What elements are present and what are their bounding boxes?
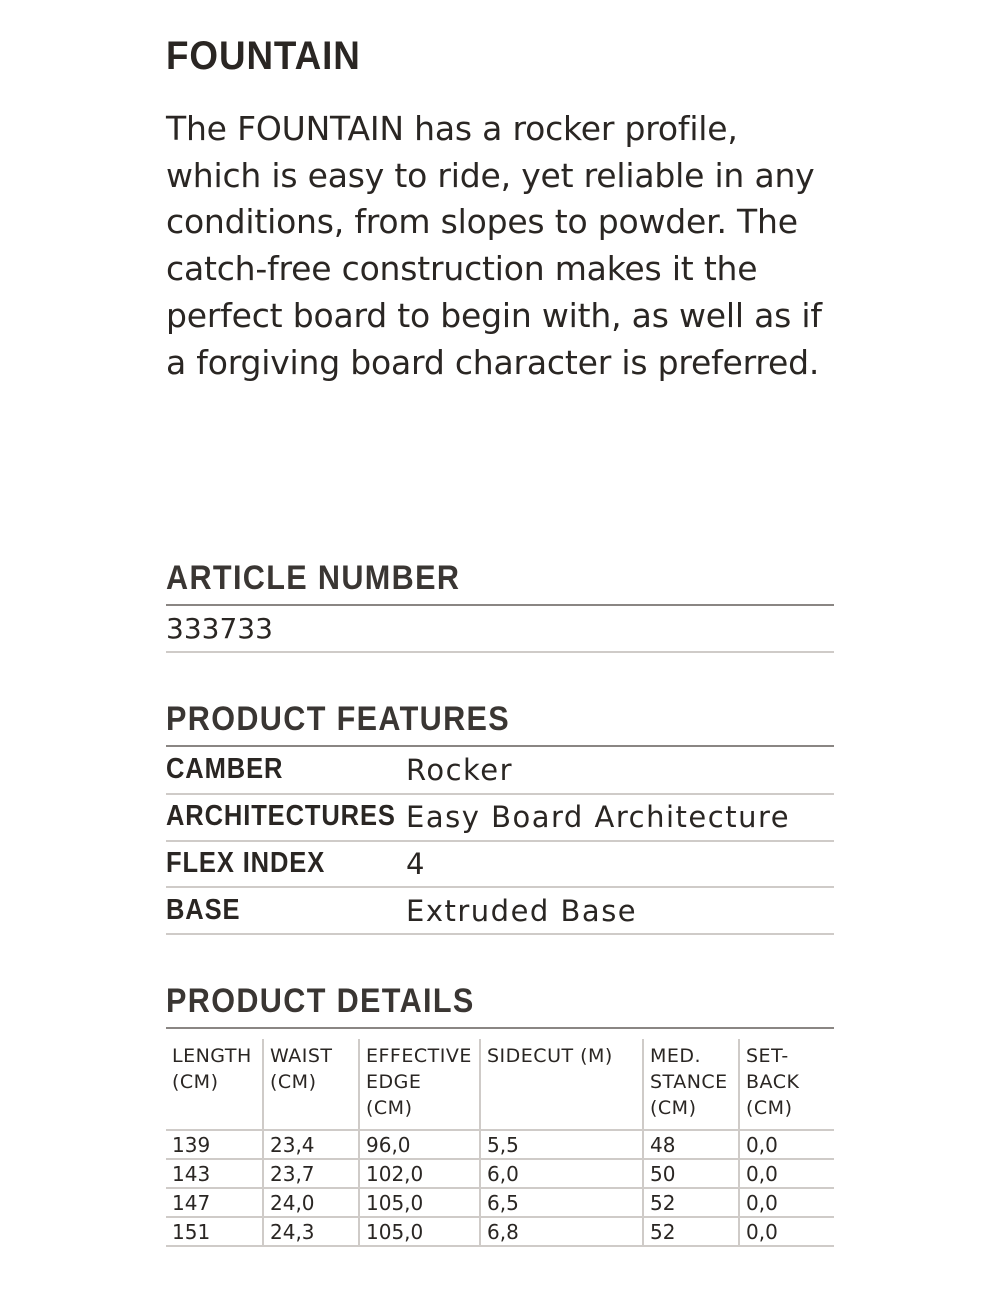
table-cell: 0,0 [739, 1130, 834, 1159]
table-cell: 147 [166, 1188, 263, 1217]
divider [166, 651, 834, 653]
feature-row-flex-index [166, 841, 834, 888]
table-cell: 5,5 [480, 1130, 643, 1159]
table-cell: 105,0 [359, 1217, 480, 1246]
divider [166, 933, 834, 935]
product-details-heading: PRODUCT DETAILS [166, 982, 475, 1020]
table-cell: 50 [643, 1159, 739, 1188]
table-cell: 52 [643, 1188, 739, 1217]
table-cell: 6,0 [480, 1159, 643, 1188]
feature-row-camber [166, 747, 834, 794]
table-cell: 143 [166, 1159, 263, 1188]
table-row [166, 1130, 834, 1159]
table-cell: 0,0 [739, 1188, 834, 1217]
column-header: MED. STANCE (CM) [643, 1039, 739, 1130]
table-cell: 6,5 [480, 1188, 643, 1217]
table-cell: 151 [166, 1217, 263, 1246]
column-header: WAIST (CM) [263, 1039, 359, 1130]
table-cell: 0,0 [739, 1217, 834, 1246]
table-cell: 102,0 [359, 1159, 480, 1188]
product-description: The FOUNTAIN has a rocker profile, which is easy to ride, yet reliable in any conditions, from slopes to powder. The catch-free construction makes it the perfect board to begin with, as well as if a forgiving board character is preferred. [166, 109, 822, 382]
article-number-value: 333733 [166, 612, 273, 645]
article-number-heading: ARTICLE NUMBER [166, 559, 461, 597]
table-row [166, 1217, 834, 1246]
table-cell: 23,4 [263, 1130, 359, 1159]
table-cell: 139 [166, 1130, 263, 1159]
column-header: EFFECTIVE EDGE (CM) [359, 1039, 480, 1130]
feature-value: Rocker [406, 753, 514, 787]
feature-value: Extruded Base [406, 894, 638, 928]
column-header: SIDECUT (M) [480, 1039, 643, 1130]
divider [166, 604, 834, 606]
feature-label: BASE [166, 894, 241, 926]
table-cell: 6,8 [480, 1217, 643, 1246]
table-cell: 23,7 [263, 1159, 359, 1188]
feature-value: Easy Board Architecture [406, 800, 791, 834]
product-features-heading: PRODUCT FEATURES [166, 700, 511, 738]
product-title: FOUNTAIN [166, 34, 361, 78]
feature-row-architectures [166, 794, 834, 841]
feature-label: CAMBER [166, 753, 284, 785]
table-header-row [166, 1039, 834, 1130]
table-cell: 48 [643, 1130, 739, 1159]
divider [166, 1027, 834, 1029]
table-row [166, 1159, 834, 1188]
product-details-table [166, 1039, 834, 1247]
feature-row-base [166, 888, 834, 935]
feature-label: ARCHITECTURES [166, 800, 396, 832]
feature-label: FLEX INDEX [166, 847, 326, 879]
table-cell: 52 [643, 1217, 739, 1246]
column-header: LENGTH (CM) [166, 1039, 263, 1130]
table-cell: 96,0 [359, 1130, 480, 1159]
table-cell: 105,0 [359, 1188, 480, 1217]
column-header: SET-BACK (CM) [739, 1039, 834, 1130]
table-cell: 24,0 [263, 1188, 359, 1217]
table-cell: 0,0 [739, 1159, 834, 1188]
table-row [166, 1188, 834, 1217]
feature-value: 4 [406, 847, 426, 881]
table-cell: 24,3 [263, 1217, 359, 1246]
